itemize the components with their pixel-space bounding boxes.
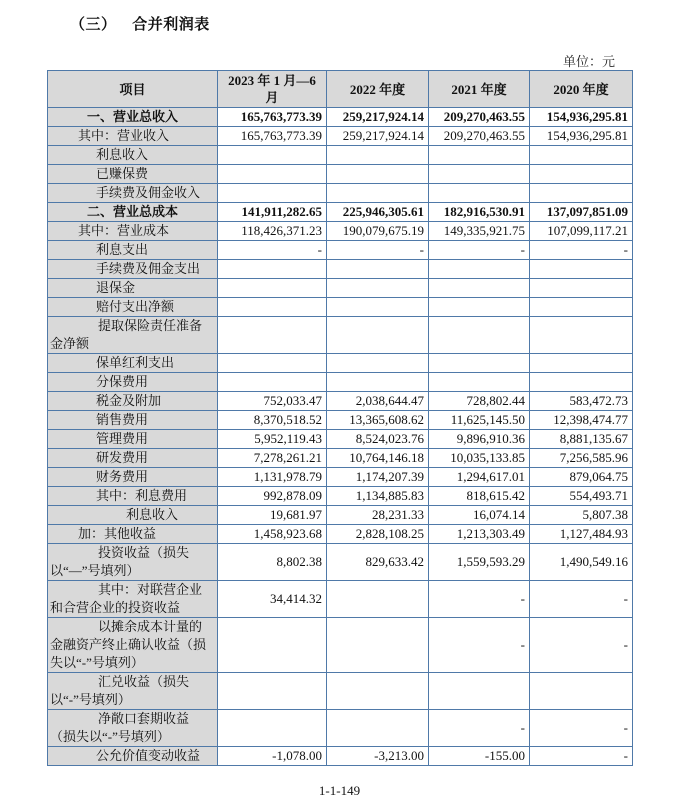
value-cell: -	[429, 618, 530, 673]
table-row	[48, 411, 633, 430]
row-label: 净敞口套期收益（损失以“-”号填列）	[48, 710, 218, 747]
value-cell: 1,127,484.93	[530, 525, 633, 544]
value-cell	[530, 298, 633, 317]
table-row	[48, 146, 633, 165]
value-cell: 12,398,474.77	[530, 411, 633, 430]
value-cell: 1,294,617.01	[429, 468, 530, 487]
table-row	[48, 127, 633, 146]
value-cell: 10,764,146.18	[327, 449, 429, 468]
value-cell	[530, 184, 633, 203]
row-label: 研发费用	[48, 449, 218, 468]
table-row	[48, 279, 633, 298]
value-cell: 1,559,593.29	[429, 544, 530, 581]
value-cell: 34,414.32	[218, 581, 327, 618]
value-cell	[429, 298, 530, 317]
row-label: 投资收益（损失以“—”号填列）	[48, 544, 218, 581]
row-label: 利息支出	[48, 241, 218, 260]
table-row	[48, 468, 633, 487]
table-row	[48, 298, 633, 317]
value-cell	[218, 298, 327, 317]
value-cell	[218, 354, 327, 373]
value-cell	[218, 279, 327, 298]
table-row	[48, 260, 633, 279]
value-cell	[218, 317, 327, 354]
value-cell: 829,633.42	[327, 544, 429, 581]
row-label: 财务费用	[48, 468, 218, 487]
value-cell: 2,038,644.47	[327, 392, 429, 411]
value-cell	[429, 184, 530, 203]
value-cell: 8,881,135.67	[530, 430, 633, 449]
value-cell	[327, 279, 429, 298]
value-cell: 182,916,530.91	[429, 203, 530, 222]
row-label: 已赚保费	[48, 165, 218, 184]
value-cell: 165,763,773.39	[218, 108, 327, 127]
value-cell	[530, 165, 633, 184]
row-label: 以摊余成本计量的金融资产终止确认收益（损失以“-”号填列）	[48, 618, 218, 673]
value-cell: 1,174,207.39	[327, 468, 429, 487]
value-cell	[530, 673, 633, 710]
table-row	[48, 747, 633, 766]
table-row	[48, 392, 633, 411]
value-cell: -	[530, 747, 633, 766]
value-cell	[327, 260, 429, 279]
row-label: 利息收入	[48, 146, 218, 165]
table-row	[48, 449, 633, 468]
value-cell: 209,270,463.55	[429, 127, 530, 146]
value-cell	[218, 618, 327, 673]
value-cell: 259,217,924.14	[327, 108, 429, 127]
row-label: 管理费用	[48, 430, 218, 449]
table-row	[48, 487, 633, 506]
table-row	[48, 506, 633, 525]
value-cell: 1,134,885.83	[327, 487, 429, 506]
value-cell	[327, 710, 429, 747]
value-cell	[429, 373, 530, 392]
table-row	[48, 108, 633, 127]
value-cell: -1,078.00	[218, 747, 327, 766]
value-cell: 879,064.75	[530, 468, 633, 487]
value-cell: -	[530, 241, 633, 260]
section-title	[70, 13, 210, 34]
header-2021: 2021 年度	[429, 71, 530, 108]
row-label: 加：其他收益	[48, 525, 218, 544]
value-cell: 225,946,305.61	[327, 203, 429, 222]
value-cell: 141,911,282.65	[218, 203, 327, 222]
value-cell: 8,802.38	[218, 544, 327, 581]
table-row	[48, 710, 633, 747]
table-row	[48, 430, 633, 449]
row-label: 其中：对联营企业和合营企业的投资收益	[48, 581, 218, 618]
value-cell	[429, 260, 530, 279]
value-cell: 154,936,295.81	[530, 108, 633, 127]
value-cell	[530, 317, 633, 354]
value-cell	[218, 260, 327, 279]
header-2022: 2022 年度	[327, 71, 429, 108]
value-cell: 8,524,023.76	[327, 430, 429, 449]
value-cell: 1,490,549.16	[530, 544, 633, 581]
value-cell: -	[530, 710, 633, 747]
section-heading: 合并利润表	[132, 15, 210, 33]
table-row	[48, 354, 633, 373]
value-cell: 107,099,117.21	[530, 222, 633, 241]
value-cell	[327, 298, 429, 317]
value-cell	[327, 146, 429, 165]
table-row	[48, 581, 633, 618]
value-cell: 2,828,108.25	[327, 525, 429, 544]
value-cell	[530, 260, 633, 279]
value-cell: -155.00	[429, 747, 530, 766]
value-cell: 28,231.33	[327, 506, 429, 525]
header-row	[48, 71, 633, 108]
value-cell: 752,033.47	[218, 392, 327, 411]
value-cell	[218, 184, 327, 203]
row-label: 退保金	[48, 279, 218, 298]
value-cell: 165,763,773.39	[218, 127, 327, 146]
value-cell: 728,802.44	[429, 392, 530, 411]
row-label: 其中：营业收入	[48, 127, 218, 146]
table-row	[48, 373, 633, 392]
value-cell	[327, 317, 429, 354]
value-cell: 154,936,295.81	[530, 127, 633, 146]
value-cell: 5,952,119.43	[218, 430, 327, 449]
value-cell: -	[530, 581, 633, 618]
row-label: 手续费及佣金收入	[48, 184, 218, 203]
value-cell: 8,370,518.52	[218, 411, 327, 430]
row-label: 提取保险责任准备金净额	[48, 317, 218, 354]
value-cell	[530, 354, 633, 373]
value-cell	[429, 279, 530, 298]
value-cell: 259,217,924.14	[327, 127, 429, 146]
row-label: 其中：利息费用	[48, 487, 218, 506]
value-cell: 818,615.42	[429, 487, 530, 506]
value-cell: 7,278,261.21	[218, 449, 327, 468]
value-cell	[530, 373, 633, 392]
value-cell	[327, 673, 429, 710]
value-cell: 19,681.97	[218, 506, 327, 525]
value-cell	[429, 354, 530, 373]
value-cell: 5,807.38	[530, 506, 633, 525]
value-cell: -	[429, 710, 530, 747]
value-cell: -	[429, 581, 530, 618]
value-cell: 16,074.14	[429, 506, 530, 525]
value-cell: 118,426,371.23	[218, 222, 327, 241]
row-label: 二、营业总成本	[48, 203, 218, 222]
value-cell: 11,625,145.50	[429, 411, 530, 430]
value-cell: 1,131,978.79	[218, 468, 327, 487]
row-label: 一、营业总收入	[48, 108, 218, 127]
value-cell	[327, 354, 429, 373]
row-label: 利息收入	[48, 506, 218, 525]
value-cell: -	[327, 241, 429, 260]
row-label: 销售费用	[48, 411, 218, 430]
header-2023h1: 2023 年 1 月—6 月	[218, 71, 327, 108]
value-cell: 583,472.73	[530, 392, 633, 411]
unit-label: 单位：元	[563, 54, 616, 69]
value-cell	[327, 184, 429, 203]
table-row	[48, 618, 633, 673]
value-cell: 1,458,923.68	[218, 525, 327, 544]
value-cell: -	[429, 241, 530, 260]
value-cell: 992,878.09	[218, 487, 327, 506]
value-cell	[327, 373, 429, 392]
value-cell: 10,035,133.85	[429, 449, 530, 468]
value-cell: 7,256,585.96	[530, 449, 633, 468]
row-label: 分保费用	[48, 373, 218, 392]
value-cell	[429, 673, 530, 710]
table-row	[48, 241, 633, 260]
value-cell: -	[530, 618, 633, 673]
value-cell	[218, 146, 327, 165]
row-label: 公允价值变动收益	[48, 747, 218, 766]
value-cell: 149,335,921.75	[429, 222, 530, 241]
value-cell	[429, 317, 530, 354]
value-cell: 190,079,675.19	[327, 222, 429, 241]
value-cell	[530, 279, 633, 298]
value-cell	[218, 373, 327, 392]
value-cell: -	[218, 241, 327, 260]
page-number: 1-1-149	[318, 783, 361, 798]
value-cell: 209,270,463.55	[429, 108, 530, 127]
value-cell	[218, 673, 327, 710]
row-label: 其中：营业成本	[48, 222, 218, 241]
value-cell: 137,097,851.09	[530, 203, 633, 222]
value-cell	[327, 618, 429, 673]
table-row	[48, 184, 633, 203]
header-item: 项目	[48, 71, 218, 108]
row-label: 汇兑收益（损失以“-”号填列）	[48, 673, 218, 710]
table-row	[48, 203, 633, 222]
value-cell	[530, 146, 633, 165]
table-row	[48, 317, 633, 354]
table-row	[48, 222, 633, 241]
value-cell: 9,896,910.36	[429, 430, 530, 449]
income-statement-table	[47, 70, 633, 766]
value-cell: 13,365,608.62	[327, 411, 429, 430]
header-2020: 2020 年度	[530, 71, 633, 108]
value-cell: -3,213.00	[327, 747, 429, 766]
table-row	[48, 673, 633, 710]
value-cell	[429, 165, 530, 184]
value-cell	[218, 165, 327, 184]
section-number: （三）	[70, 15, 117, 33]
value-cell	[429, 146, 530, 165]
value-cell: 554,493.71	[530, 487, 633, 506]
value-cell	[327, 165, 429, 184]
value-cell	[327, 581, 429, 618]
row-label: 保单红利支出	[48, 354, 218, 373]
value-cell: 1,213,303.49	[429, 525, 530, 544]
row-label: 赔付支出净额	[48, 298, 218, 317]
table-row	[48, 525, 633, 544]
table-row	[48, 544, 633, 581]
row-label: 税金及附加	[48, 392, 218, 411]
value-cell	[218, 710, 327, 747]
row-label: 手续费及佣金支出	[48, 260, 218, 279]
table-row	[48, 165, 633, 184]
